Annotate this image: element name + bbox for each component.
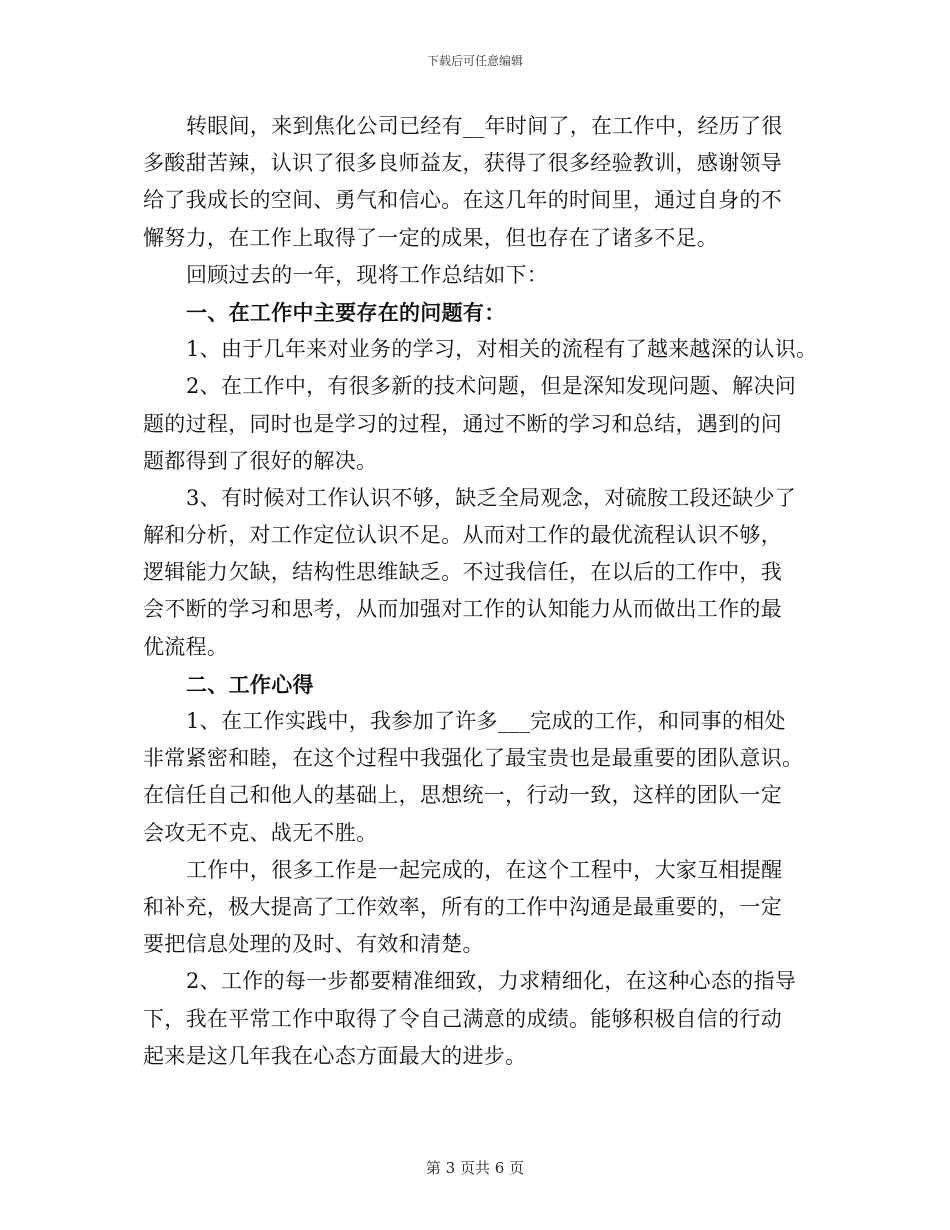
- paragraph-line: 多酸甜苦辣，认识了很多良师益友，获得了很多经验教训，感谢领导: [143, 151, 782, 176]
- paragraph-line: 会不断的学习和思考，从而加强对工作的认知能力从而做出工作的最: [143, 597, 782, 622]
- paragraph-line: 解和分析，对工作定位认识不足。从而对工作的最优流程认识不够，: [143, 523, 782, 548]
- document-body: [143, 108, 823, 1075]
- paragraph-line: 题都得到了很好的解决。: [143, 448, 378, 473]
- paragraph-line: 懈努力，在工作上取得了一定的成果，但也存在了诸多不足。: [143, 225, 719, 250]
- paragraph-line: 逻辑能力欠缺，结构性思维缺乏。不过我信任，在以后的工作中，我: [143, 560, 782, 585]
- section-heading: 一、在工作中主要存在的问题有：: [186, 299, 506, 325]
- paragraph-line: 非常紧密和睦，在这个过程中我强化了最宝贵也是最重要的团队意识。: [143, 746, 804, 771]
- paragraph-line: 要把信息处理的及时、有效和清楚。: [143, 932, 484, 957]
- paragraph-line: 优流程。: [143, 634, 229, 659]
- paragraph-line: 1、由于几年来对业务的学习，对相关的流程有了越来越深的认识。: [186, 337, 818, 362]
- paragraph-line: 2、工作的每一步都要精准细致，力求精细化，在这种心态的指导: [186, 969, 797, 994]
- paragraph-line: 回顾过去的一年，现将工作总结如下：: [186, 262, 549, 287]
- paragraph-line: 3、有时候对工作认识不够，缺乏全局观念，对硫胺工段还缺少了: [186, 485, 797, 510]
- page-header: 下载后可任意编辑: [426, 54, 523, 68]
- paragraph-line: 2、在工作中，有很多新的技术问题，但是深知发现问题、解决问: [186, 374, 797, 399]
- paragraph-line: 工作中，很多工作是一起完成的，在这个工程中，大家互相提醒: [186, 857, 783, 882]
- paragraph-line: 给了我成长的空间、勇气和信心。在这几年的时间里，通过自身的不: [143, 188, 782, 213]
- page-footer: 第 3 页共 6 页: [425, 1159, 525, 1177]
- paragraph-line: 下，我在平常工作中取得了令自己满意的成绩。能够积极自信的行动: [143, 1006, 782, 1031]
- paragraph-line: 转眼间，来到焦化公司已经有__年时间了，在工作中，经历了很: [186, 114, 783, 138]
- paragraph-line: 起来是这几年我在心态方面最大的进步。: [143, 1043, 527, 1068]
- paragraph-line: 和补充，极大提高了工作效率，所有的工作中沟通是最重要的，一定: [143, 894, 782, 919]
- paragraph-line: 在信任自己和他人的基础上，思想统一，行动一致，这样的团队一定: [143, 783, 782, 808]
- paragraph-line: 1、在工作实践中，我参加了许多___完成的工作，和同事的相处: [186, 709, 786, 733]
- section-heading: 二、工作心得: [186, 671, 314, 697]
- paragraph-line: 会攻无不克、战无不胜。: [143, 820, 378, 845]
- paragraph-line: 题的过程，同时也是学习的过程，通过不断的学习和总结，遇到的问: [143, 411, 782, 436]
